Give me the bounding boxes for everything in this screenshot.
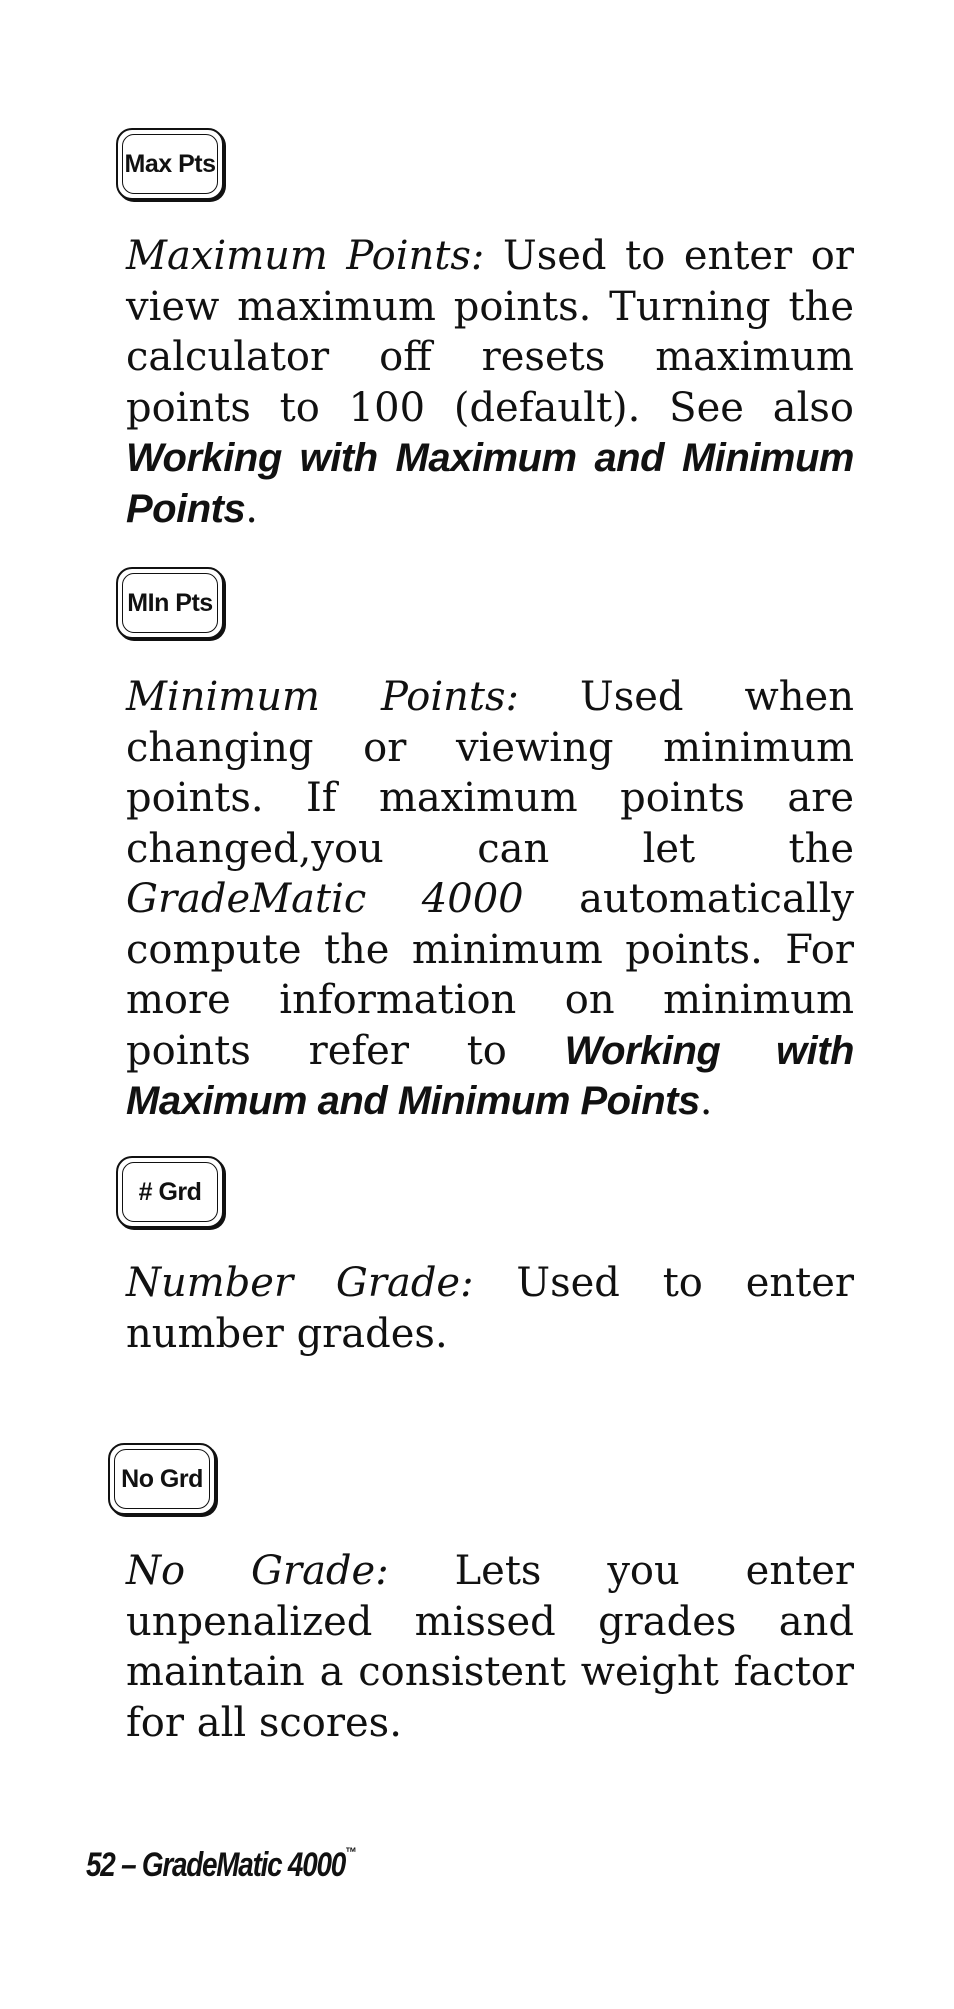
minimum-points-description-b: automatically compute the minimum points. For more information on minimum points refer to bbox=[126, 876, 854, 1074]
minimum-points-paragraph bbox=[126, 672, 854, 1127]
number-grade-key-icon bbox=[116, 1156, 224, 1228]
maximum-points-term: Maximum Points: bbox=[126, 233, 485, 279]
number-grade-key-label: # Grd bbox=[138, 1177, 202, 1206]
max-pts-key-icon bbox=[116, 128, 224, 200]
maximum-points-description: Used to enter or view maximum points. Turning the calculator off resets maximum points to 100 (default). See also bbox=[126, 233, 854, 431]
page-number: 52 bbox=[86, 1846, 115, 1884]
product-name: GradeMatic 4000 bbox=[126, 876, 524, 922]
no-grade-key-icon bbox=[108, 1443, 216, 1515]
minimum-points-period: . bbox=[699, 1078, 713, 1124]
maximum-points-cross-reference: Working with Maximum and Minimum Points bbox=[126, 436, 854, 531]
trademark-symbol: ™ bbox=[345, 1844, 357, 1860]
footer-separator: – bbox=[114, 1846, 142, 1884]
number-grade-paragraph bbox=[126, 1258, 854, 1359]
no-grade-key-label: No Grd bbox=[121, 1464, 203, 1493]
min-pts-key-icon bbox=[116, 567, 224, 639]
no-grade-paragraph bbox=[126, 1546, 854, 1748]
no-grade-term: No Grade: bbox=[126, 1548, 389, 1594]
max-pts-key-label: Max Pts bbox=[124, 149, 216, 178]
page-footer bbox=[86, 1846, 357, 1885]
maximum-points-period: . bbox=[245, 485, 258, 532]
number-grade-description: Used to enter number grades. bbox=[126, 1260, 854, 1357]
no-grade-description: Lets you enter unpenalized missed grades and maintain a consistent weight factor for all scores. bbox=[126, 1548, 854, 1746]
minimum-points-cross-reference: Working with Maximum and Minimum Points bbox=[126, 1028, 854, 1123]
footer-title: GradeMatic 4000 bbox=[141, 1846, 346, 1884]
maximum-points-paragraph bbox=[126, 231, 854, 534]
min-pts-key-label: MIn Pts bbox=[127, 588, 213, 617]
number-grade-term: Number Grade: bbox=[126, 1260, 474, 1306]
minimum-points-description-a: Used when changing or viewing minimum points. If maximum points are changed,you can let the bbox=[126, 674, 854, 872]
minimum-points-term: Minimum Points: bbox=[126, 674, 519, 720]
